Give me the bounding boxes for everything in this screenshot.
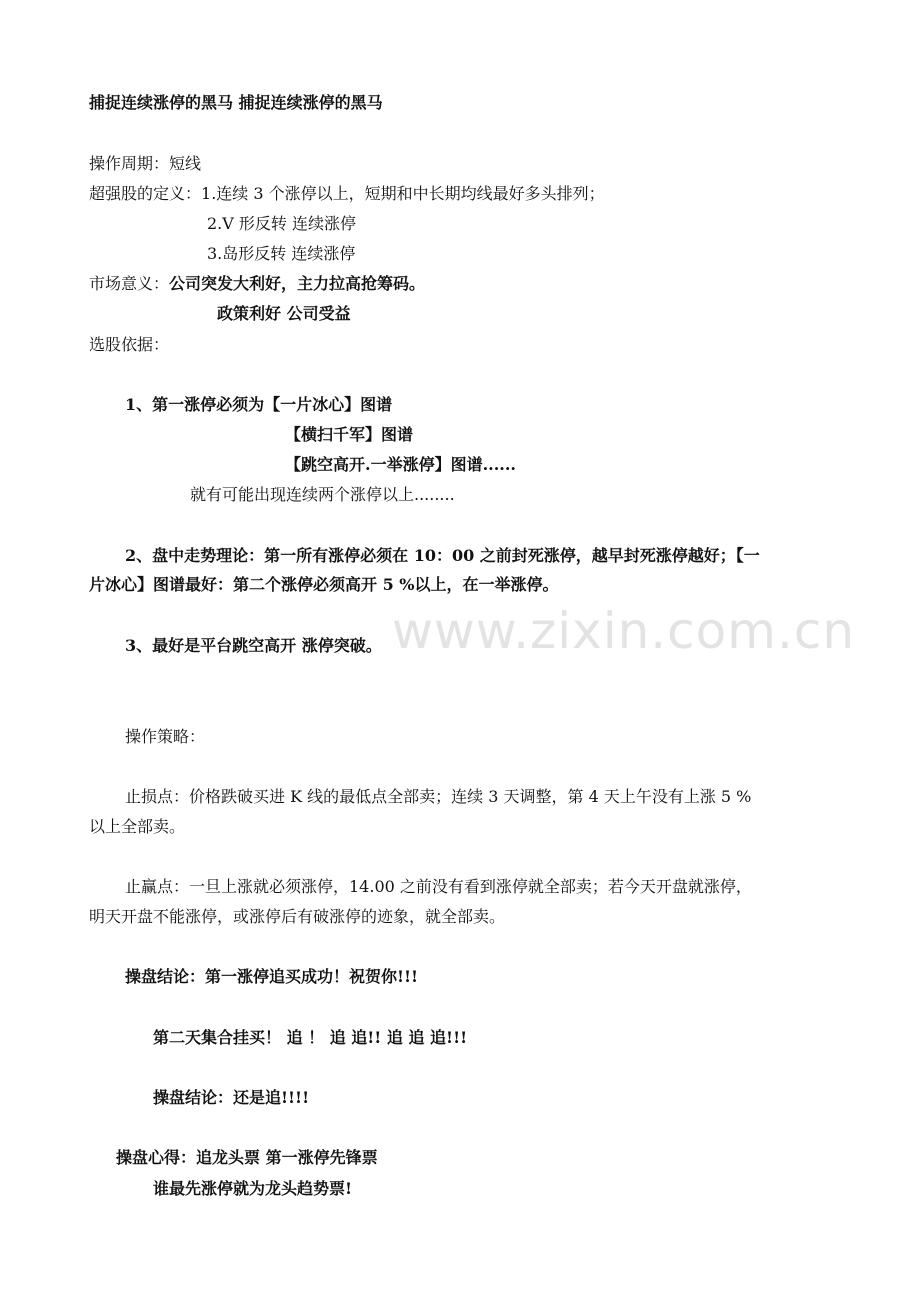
basis-label: 选股依据： bbox=[89, 335, 170, 354]
basis-1-line-1: 1、第一涨停必须为【一片冰心】图谱 bbox=[125, 395, 393, 414]
market-line-2: 政策利好 公司受益 bbox=[217, 304, 351, 323]
market-row bbox=[89, 273, 425, 295]
stop-loss-line-1: 止损点：价格跌破买进 K 线的最低点全部卖；连续 3 天调整，第 4 天上午没有上涨 5 % bbox=[125, 787, 752, 806]
take-profit-line-1: 止赢点：一旦上涨就必须涨停，14.00 之前没有看到涨停就全部卖；若今天开盘就涨停， bbox=[125, 877, 752, 896]
definition-item-2: 2.V 形反转 连续涨停 bbox=[207, 214, 356, 233]
operation-period: 操作周期：短线 bbox=[89, 154, 202, 173]
definition-row bbox=[89, 183, 605, 205]
next-day-line: 第二天集合挂买！ 追 ！ 追 追!! 追 追 追!!! bbox=[153, 1028, 468, 1047]
definition-item-1: 1.连续 3 个涨停以上，短期和中长期均线最好多头排列； bbox=[201, 184, 605, 203]
document-title: 捕捉连续涨停的黑马 捕捉连续涨停的黑马 bbox=[89, 93, 383, 112]
definition-item-3: 3.岛形反转 连续涨停 bbox=[207, 244, 356, 263]
definition-label: 超强股的定义： bbox=[89, 184, 202, 203]
market-label: 市场意义： bbox=[89, 274, 170, 293]
stop-loss-line-2: 以上全部卖。 bbox=[89, 817, 186, 836]
basis-2-line-1: 2、盘中走势理论：第一所有涨停必须在 10：00 之前封死涨停，越早封死涨停越好；【一 bbox=[125, 546, 760, 565]
basis-2-line-2: 片冰心】图谱最好：第二个涨停必须高开 5 %以上，在一举涨停。 bbox=[89, 575, 559, 594]
insight-1: 操盘心得：追龙头票 第一涨停先锋票 bbox=[116, 1148, 378, 1167]
market-line-1: 公司突发大利好，主力拉高抢筹码。 bbox=[169, 274, 426, 293]
strategy-label: 操作策略： bbox=[125, 727, 206, 746]
basis-1-line-2: 【横扫千军】图谱 bbox=[285, 425, 414, 444]
conclusion-1: 操盘结论：第一涨停追买成功！祝贺你!!! bbox=[125, 967, 419, 986]
take-profit-line-2: 明天开盘不能涨停，或涨停后有破涨停的迹象，就全部卖。 bbox=[89, 907, 506, 926]
basis-1-line-4: 就有可能出现连续两个涨停以上........ bbox=[190, 485, 455, 504]
insight-2: 谁最先涨停就为龙头趋势票! bbox=[153, 1179, 353, 1198]
basis-3: 3、最好是平台跳空高开 涨停突破。 bbox=[125, 636, 382, 655]
watermark: www.zixin.com.cn bbox=[392, 602, 856, 660]
basis-1-line-3: 【跳空高开.一举涨停】图谱...... bbox=[285, 455, 516, 474]
conclusion-2: 操盘结论：还是追!!!! bbox=[153, 1088, 310, 1107]
